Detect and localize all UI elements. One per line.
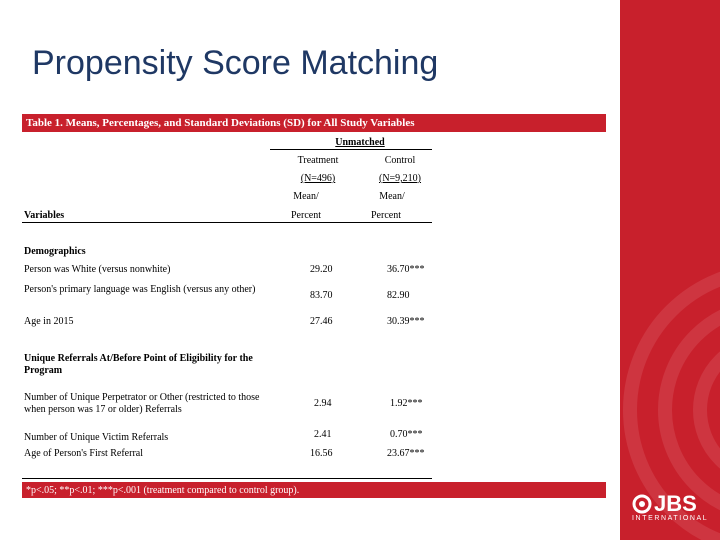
slide-title: Propensity Score Matching: [32, 44, 439, 82]
row-control-value: 30.39***: [387, 316, 425, 327]
table-caption: Table 1. Means, Percentages, and Standard Deviations (SD) for All Study Variables: [22, 114, 606, 132]
col-control-n: (N=9,210): [378, 173, 422, 184]
col-treatment-stat1: Mean/: [293, 191, 319, 202]
decorative-side-panel: [620, 0, 720, 540]
variables-header: Variables: [24, 210, 65, 221]
row-control-value: 82.90: [387, 290, 410, 301]
col-treatment-name: Treatment: [297, 155, 339, 166]
col-treatment-n: (N=496): [300, 173, 336, 184]
row-control-value: 1.92***: [390, 398, 423, 409]
row-treatment-value: 83.70: [310, 290, 333, 301]
row-label: Person was White (versus nonwhite): [24, 264, 171, 275]
logo-text: JBS: [654, 491, 697, 516]
row-control-value: 36.70***: [387, 264, 425, 275]
jbs-logo: [628, 490, 716, 526]
header-rule-bottom: [22, 222, 432, 223]
table-footnote: *p<.05; **p<.01; ***p<.001 (treatment compared to control group).: [22, 482, 606, 498]
row-treatment-value: 16.56: [310, 448, 333, 459]
col-treatment-stat2: Percent: [291, 210, 321, 221]
row-label: Age in 2015: [24, 316, 74, 327]
row-treatment-value: 2.94: [314, 398, 332, 409]
logo-subtext: INTERNATIONAL: [632, 515, 709, 522]
row-label: Number of Unique Perpetrator or Other (restricted to those when person was 17 or older) Referrals: [24, 392, 260, 415]
row-label: Age of Person's First Referral: [24, 448, 143, 459]
row-control-value: 23.67***: [387, 448, 425, 459]
table-rule-bottom: [22, 478, 432, 479]
section-heading-demographics: Demographics: [24, 246, 86, 257]
header-rule-top: [270, 149, 432, 150]
row-treatment-value: 27.46: [310, 316, 333, 327]
row-label: Person's primary language was English (versus any other): [24, 284, 256, 295]
col-control-stat2: Percent: [371, 210, 401, 221]
section-heading-referrals: Unique Referrals At/Before Point of Eligibility for the Program: [24, 353, 253, 376]
row-control-value: 0.70***: [390, 429, 423, 440]
group-header: Unmatched: [335, 137, 385, 148]
row-label: Number of Unique Victim Referrals: [24, 432, 169, 443]
row-treatment-value: 29.20: [310, 264, 333, 275]
col-control-stat1: Mean/: [379, 191, 405, 202]
logo-mark-icon: [632, 494, 652, 514]
concentric-arcs-icon: [620, 0, 720, 540]
row-treatment-value: 2.41: [314, 429, 332, 440]
col-control-name: Control: [384, 155, 416, 166]
